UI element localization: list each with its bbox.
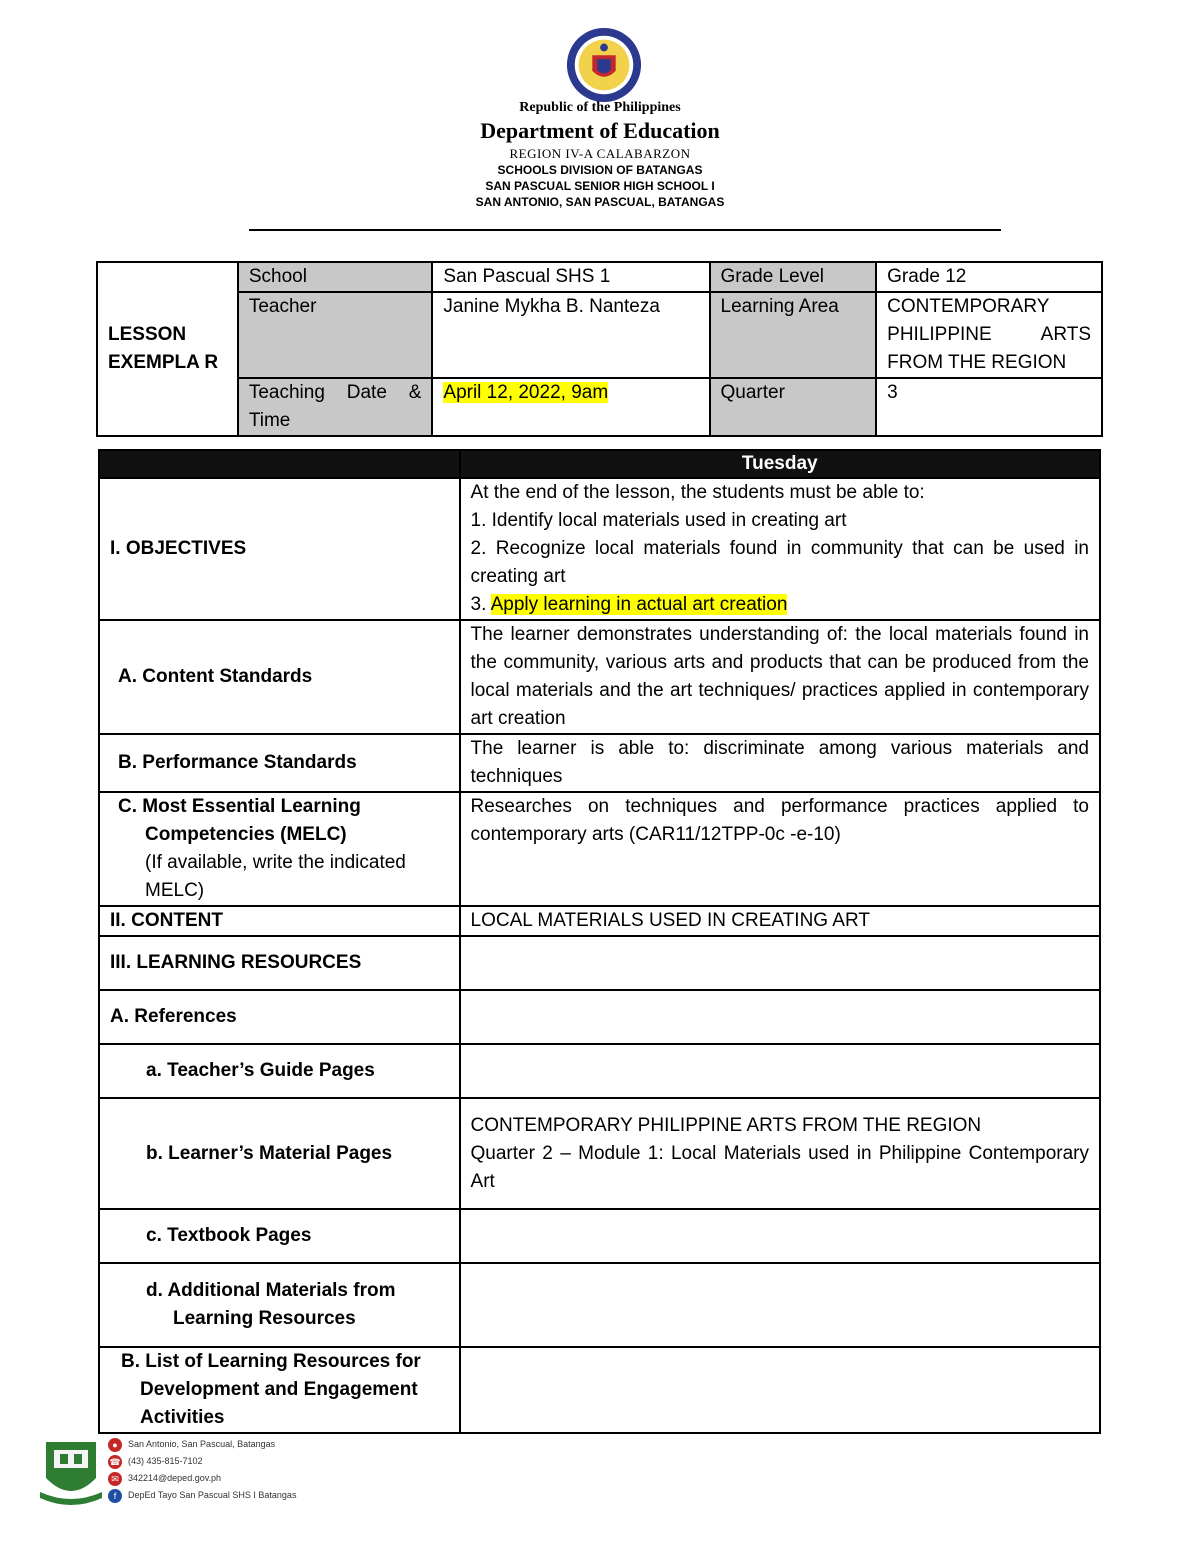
deped-seal-icon — [565, 26, 643, 104]
region-line: REGION IV-A CALABARZON — [509, 146, 691, 161]
objective-highlighted-text: Apply learning in actual art creation — [490, 594, 788, 615]
learners-material-title: CONTEMPORARY PHILIPPINE ARTS FROM THE REGION — [470, 1114, 982, 1136]
footer-email — [108, 1470, 221, 1486]
footer-facebook — [108, 1487, 296, 1503]
teacher-label: Teacher — [238, 292, 433, 378]
address-line: SAN ANTONIO, SAN PASCUAL, BATANGAS — [475, 195, 725, 209]
school-logo-icon — [40, 1436, 102, 1506]
footer-location — [108, 1436, 275, 1452]
teaching-date-label: Teaching Date & Time — [238, 378, 433, 436]
learning-area-label: Learning Area — [710, 292, 877, 378]
list-resources-label: B. List of Learning Resources for Development and Engagement Activities — [121, 1351, 421, 1428]
content-standards-label: A. Content Standards — [99, 620, 460, 734]
objectives-intro: At the end of the lesson, the students must be able to: — [470, 482, 925, 503]
content-label: II. CONTENT — [99, 906, 460, 936]
department-title: Department of Education — [480, 118, 720, 143]
content-standards-value: The learner demonstrates understanding of: the local materials found in the community, various arts and products that can be produced from the local materials and the art techniques/ practices applied in contemporary art creation — [460, 620, 1100, 734]
performance-standards-value: The learner is able to: discriminate among various materials and techniques — [460, 734, 1100, 792]
learners-material-cell — [460, 1098, 1100, 1209]
references-value — [460, 990, 1100, 1044]
objective-item — [471, 591, 1089, 619]
facebook-icon: f — [108, 1489, 122, 1503]
quarter-value: 3 — [876, 378, 1102, 436]
performance-standards-label: B. Performance Standards — [99, 734, 460, 792]
list-resources-label-cell — [99, 1347, 460, 1433]
footer-location-text: San Antonio, San Pascual, Batangas — [128, 1439, 276, 1449]
location-pin-icon: ● — [108, 1438, 122, 1452]
school-value: San Pascual SHS 1 — [432, 262, 709, 292]
melc-label: C. Most Essential Learning Competencies (MELC) — [118, 796, 361, 845]
header-divider — [249, 229, 1001, 231]
teaching-date-cell — [432, 378, 709, 436]
lesson-plan-table — [98, 449, 1101, 1434]
content-value: LOCAL MATERIALS USED IN CREATING ART — [460, 906, 1100, 936]
melc-label-cell — [99, 792, 460, 906]
teachers-guide-value — [460, 1044, 1100, 1098]
lesson-exemplar-title: LESSON EXEMPLA R — [97, 262, 238, 436]
teachers-guide-label: a. Teacher’s Guide Pages — [99, 1044, 460, 1098]
lesson-info-table — [96, 261, 1103, 437]
objectives-cell — [460, 478, 1100, 620]
objectives-label: I. OBJECTIVES — [99, 478, 460, 620]
footer-facebook-text: DepEd Tayo San Pascual SHS I Batangas — [128, 1490, 297, 1500]
footer-email-text: 342214@deped.gov.ph — [128, 1473, 222, 1483]
objective-item: 1. Identify local materials used in creating art — [470, 510, 847, 531]
additional-materials-label-cell — [99, 1263, 460, 1347]
phone-icon: ☎ — [109, 1456, 121, 1467]
learning-area-value: CONTEMPORARY PHILIPPINE ARTS FROM THE REGION — [876, 292, 1102, 378]
school-label: School — [238, 262, 433, 292]
teacher-value: Janine Mykha B. Nanteza — [432, 292, 709, 378]
grade-level-label: Grade Level — [710, 262, 877, 292]
footer-phone — [108, 1453, 203, 1469]
grade-level-value: Grade 12 — [876, 262, 1102, 292]
footer-phone-text: (43) 435-815-7102 — [128, 1456, 203, 1466]
objective-number: 3. — [470, 594, 487, 615]
school-line: SAN PASCUAL SENIOR HIGH SCHOOL I — [485, 179, 715, 193]
list-resources-value — [460, 1347, 1100, 1433]
division-line: SCHOOLS DIVISION OF BATANGAS — [497, 163, 703, 177]
day-header: Tuesday — [460, 450, 1100, 478]
learners-material-label: b. Learner’s Material Pages — [146, 1142, 393, 1164]
republic-line: Republic of the Philippines — [519, 100, 681, 115]
learning-resources-label: III. LEARNING RESOURCES — [99, 936, 460, 990]
additional-materials-value — [460, 1263, 1100, 1347]
additional-materials-label: d. Additional Materials from Learning Resources — [146, 1280, 396, 1329]
header-blank-cell — [99, 450, 460, 478]
email-icon: ✉ — [108, 1472, 122, 1486]
objective-item: 2. Recognize local materials found in community that can be used in creating art — [470, 538, 1089, 587]
learners-material-label-cell — [99, 1098, 460, 1209]
learners-material-module: Quarter 2 – Module 1: Local Materials used in Philippine Contemporary Art — [470, 1142, 1089, 1192]
melc-value: Researches on techniques and performance practices applied to contemporary arts (CAR11/12TPP-0c -e-10) — [460, 792, 1100, 906]
melc-note: (If available, write the indicated MELC) — [145, 852, 406, 901]
textbook-pages-value — [460, 1209, 1100, 1263]
learning-resources-value — [460, 936, 1100, 990]
teaching-date-value: April 12, 2022, 9am — [443, 382, 609, 403]
references-label: A. References — [99, 990, 460, 1044]
quarter-label: Quarter — [710, 378, 877, 436]
textbook-pages-label: c. Textbook Pages — [99, 1209, 460, 1263]
